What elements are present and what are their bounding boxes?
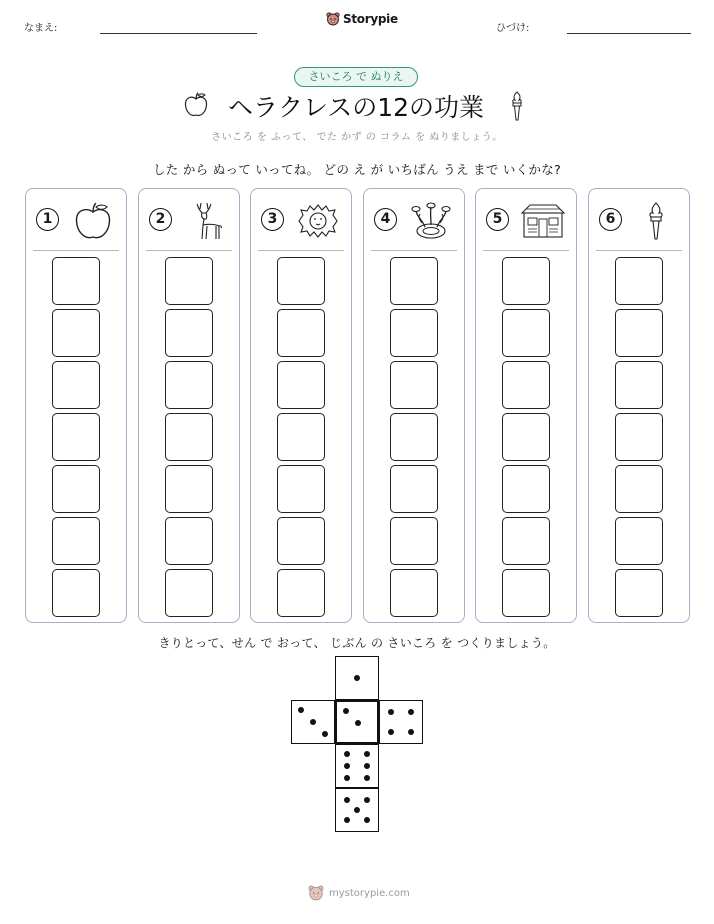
column-number: 5 — [486, 208, 509, 231]
color-cell[interactable] — [277, 517, 325, 565]
dice-pip — [344, 763, 350, 769]
color-cell[interactable] — [390, 569, 438, 617]
dice-pip — [364, 763, 370, 769]
color-cell[interactable] — [52, 465, 100, 513]
column-divider — [371, 250, 457, 251]
color-cell[interactable] — [615, 361, 663, 409]
activity-badge: さいころ で ぬりえ — [294, 67, 418, 87]
dice-pip — [310, 719, 316, 725]
deer-icon — [183, 201, 229, 241]
dice-pip — [364, 797, 370, 803]
bear-logo-icon — [326, 12, 340, 26]
name-label: なまえ: — [24, 23, 58, 34]
dice-pip — [344, 775, 350, 781]
color-cell[interactable] — [277, 465, 325, 513]
footer — [308, 885, 410, 901]
color-cell[interactable] — [390, 413, 438, 461]
column-number: 2 — [149, 208, 172, 231]
color-cell[interactable] — [390, 465, 438, 513]
dice-pip — [344, 751, 350, 757]
color-cell[interactable] — [390, 257, 438, 305]
color-cell[interactable] — [390, 309, 438, 357]
dice-pip — [408, 729, 414, 735]
dice-pip — [355, 720, 361, 726]
color-cell[interactable] — [52, 413, 100, 461]
cut-instruction: きりとって、せん で おって、 じぶん の さいころ を つくりましょう。 — [158, 636, 556, 650]
hydra-icon — [408, 201, 454, 241]
column-2 — [138, 188, 240, 623]
color-cell[interactable] — [615, 517, 663, 565]
color-cell[interactable] — [277, 569, 325, 617]
dice-face-2 — [335, 700, 379, 744]
dice-pip — [354, 807, 360, 813]
color-cell[interactable] — [52, 257, 100, 305]
dice-pip — [364, 775, 370, 781]
column-divider — [596, 250, 682, 251]
color-cell[interactable] — [502, 465, 550, 513]
color-cell[interactable] — [165, 465, 213, 513]
date-label: ひづけ: — [496, 23, 530, 34]
color-cell[interactable] — [502, 361, 550, 409]
dice-face-5 — [335, 788, 379, 832]
name-line[interactable] — [100, 33, 257, 34]
column-divider — [146, 250, 232, 251]
color-cell[interactable] — [502, 413, 550, 461]
column-number: 1 — [36, 208, 59, 231]
color-cell[interactable] — [390, 517, 438, 565]
color-cell[interactable] — [502, 517, 550, 565]
dice-face-1 — [335, 656, 379, 700]
dice-pip — [344, 797, 350, 803]
dice-pip — [322, 731, 328, 737]
dice-pip — [388, 709, 394, 715]
column-divider — [483, 250, 569, 251]
instruction-text: した から ぬって いってね。 どの え が いちばん うえ まで いくかな? — [152, 162, 562, 177]
subtitle: さいころ を ふって、 でた かず の コラム を ぬりましょう。 — [211, 132, 503, 143]
color-cell[interactable] — [165, 361, 213, 409]
torch-icon — [509, 91, 525, 121]
apple-icon — [70, 201, 116, 241]
torch-icon — [633, 201, 679, 241]
dice-pip — [364, 817, 370, 823]
column-number: 6 — [599, 208, 622, 231]
dice-pip — [388, 729, 394, 735]
bear-logo-icon — [308, 885, 324, 901]
lion-pelt-icon — [295, 201, 341, 241]
dice-pip — [298, 707, 304, 713]
dice-pip — [364, 751, 370, 757]
color-cell[interactable] — [277, 413, 325, 461]
color-cell[interactable] — [615, 569, 663, 617]
color-cell[interactable] — [52, 517, 100, 565]
color-cell[interactable] — [165, 309, 213, 357]
dice-pip — [354, 675, 360, 681]
column-5 — [475, 188, 577, 623]
color-cell[interactable] — [277, 257, 325, 305]
column-number: 4 — [374, 208, 397, 231]
color-cell[interactable] — [52, 309, 100, 357]
dice-pip — [344, 817, 350, 823]
color-cell[interactable] — [502, 569, 550, 617]
apple-icon — [183, 91, 209, 119]
color-cell[interactable] — [165, 569, 213, 617]
column-6 — [588, 188, 690, 623]
column-number: 3 — [261, 208, 284, 231]
color-cell[interactable] — [165, 413, 213, 461]
storypie-logo — [326, 12, 398, 26]
column-3 — [250, 188, 352, 623]
color-cell[interactable] — [277, 361, 325, 409]
color-cell[interactable] — [52, 361, 100, 409]
column-4 — [363, 188, 465, 623]
color-cell[interactable] — [52, 569, 100, 617]
color-cell[interactable] — [615, 257, 663, 305]
color-cell[interactable] — [165, 517, 213, 565]
dice-pip — [343, 708, 349, 714]
column-1 — [25, 188, 127, 623]
column-divider — [258, 250, 344, 251]
dice-face-6 — [335, 744, 379, 788]
color-cell[interactable] — [165, 257, 213, 305]
date-line[interactable] — [567, 33, 691, 34]
color-cell[interactable] — [390, 361, 438, 409]
color-cell[interactable] — [502, 309, 550, 357]
logo-text: Storypie — [343, 12, 398, 26]
column-divider — [33, 250, 119, 251]
color-cell[interactable] — [615, 413, 663, 461]
color-cell[interactable] — [502, 257, 550, 305]
page-title: ヘラクレスの12の功業 — [228, 93, 485, 122]
color-cell[interactable] — [615, 465, 663, 513]
color-cell[interactable] — [277, 309, 325, 357]
footer-url[interactable]: mystorypie.com — [329, 887, 410, 899]
dice-pip — [408, 709, 414, 715]
dice-face-4 — [379, 700, 423, 744]
stable-icon — [520, 201, 566, 241]
dice-face-3 — [291, 700, 335, 744]
color-cell[interactable] — [615, 309, 663, 357]
